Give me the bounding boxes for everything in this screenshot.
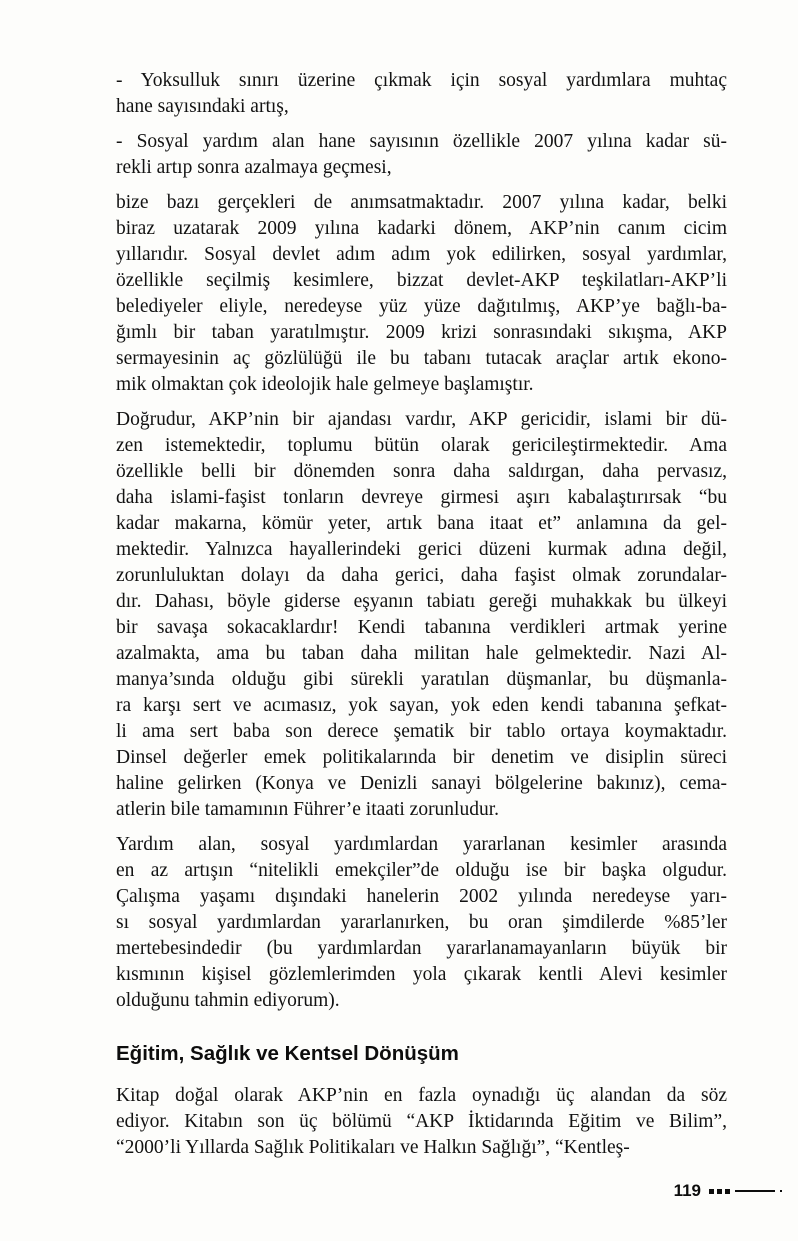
text-line: mektedir. Yalnızca hayallerindeki gerici düzeni kurmak adına değil, (116, 539, 727, 560)
text-line: atlerin bile tamamının Führer’e itaati zorunludur. (116, 799, 500, 820)
text-line: zen istemektedir, toplumu bütün olarak gericileştirmektedir. Ama (116, 435, 727, 456)
text-line: hane sayısındaki artış, (116, 96, 289, 117)
text-line: kısmının kişisel gözlemlerimden yola çıkarak kentli Alevi kesimler (116, 964, 727, 985)
text-line: manya’sında olduğu gibi sürekli yaratılan düşmanlar, bu düşmanla- (116, 669, 727, 690)
text-line: - Yoksulluk sınırı üzerine çıkmak için sosyal yardımlara muhtaç (116, 70, 727, 91)
text-line: zorunluluktan dolayı da daha gerici, daha faşist olmak zorundalar- (116, 565, 727, 586)
page-ornament-dot (780, 1190, 782, 1192)
text-line: sermayesinin aç gözlülüğü ile bu tabanı tutacak araçlar artık ekono- (116, 348, 727, 369)
text-line: Çalışma yaşamı dışındaki hanelerin 2002 yılında neredeyse yarı- (116, 886, 727, 907)
paragraph (116, 407, 727, 823)
text-line: en az artışın “nitelikli emekçiler”de olduğu ise bir başka olgudur. (116, 860, 727, 881)
text-line: - Sosyal yardım alan hane sayısının özellikle 2007 yılına kadar sü- (116, 131, 727, 152)
text-block (116, 68, 727, 1170)
text-line: mertebesindedir (bu yardımlardan yararlanamayanların büyük bir (116, 938, 727, 959)
section-heading: Eğitim, Sağlık ve Kentsel Dönüşüm (116, 1042, 459, 1065)
text-line: yıllarıdır. Sosyal devlet adım adım yok edilirken, sosyal yardımlar, (116, 244, 727, 265)
text-line: özellikle belli bir dönemden sonra daha saldırgan, daha pervasız, (116, 461, 727, 482)
text-line: sı sosyal yardımlardan yararlanırken, bu oran şimdilerde %85’ler (116, 912, 727, 933)
text-line: haline gelirken (Konya ve Denizli sanayi bölgelerine bakınız), cema- (116, 773, 727, 794)
text-line: “2000’li Yıllarda Sağlık Politikaları ve Halkın Sağlığı”, “Kentleş- (116, 1137, 630, 1158)
text-line: daha islami-faşist tonların devreye girmesi aşırı kabalaştırırsak “bu (116, 487, 727, 508)
paragraph (116, 190, 727, 398)
text-line: özellikle seçilmiş kesimlere, bizzat devlet-AKP teşkilatları-AKP’li (116, 270, 727, 291)
text-line: li ama sert baba son derece şematik bir tablo ortaya koymaktadır. (116, 721, 727, 742)
page-footer (674, 1181, 782, 1201)
text-line: Doğrudur, AKP’nin bir ajandası vardır, AKP gericidir, islami bir dü- (116, 409, 727, 430)
text-line: Dinsel değerler emek politikalarında bir denetim ve disiplin süreci (116, 747, 727, 768)
text-line: azalmakta, ama bu taban daha militan hale gelmektedir. Nazi Al- (116, 643, 727, 664)
text-line: ra karşı sert ve acımasız, yok sayan, yok eden kendi tabanına şefkat- (116, 695, 727, 716)
text-line: rekli artıp sonra azalmaya geçmesi, (116, 157, 392, 178)
text-line: olduğunu tahmin ediyorum). (116, 990, 340, 1011)
text-line: bize bazı gerçekleri de anımsatmaktadır. 2007 yılına kadar, belki (116, 192, 727, 213)
text-line: mik olmaktan çok ideolojik hale gelmeye başlamıştır. (116, 374, 534, 395)
page-number: 119 (673, 1181, 701, 1200)
paragraph (116, 68, 727, 120)
text-line: belediyeler eliyle, neredeyse yüz yüze dağıtılmış, AKP’ye bağlı-ba- (116, 296, 727, 317)
text-line: kadar makarna, kömür yeter, artık bana itaat et” anlamına da gel- (116, 513, 727, 534)
text-line: biraz uzatarak 2009 yılına kadarki dönem, AKP’nin canım cicim (116, 218, 727, 239)
text-line: bir savaşa sokacaklardır! Kendi tabanına verdikleri artmak yerine (116, 617, 727, 638)
text-line: Kitap doğal olarak AKP’nin en fazla oynadığı üç alandan da söz (116, 1085, 727, 1106)
paragraph (116, 832, 727, 1014)
paragraph (116, 129, 727, 181)
paragraph (116, 1083, 727, 1161)
page-ornament-squares-icon (709, 1189, 730, 1194)
text-line: ğımlı bir taban yaratılmıştır. 2009 krizi sonrasındaki sıkışma, AKP (116, 322, 727, 343)
page-ornament-rule (735, 1190, 775, 1192)
text-line: Yardım alan, sosyal yardımlardan yararlanan kesimler arasında (116, 834, 727, 855)
text-line: dır. Dahası, böyle giderse eşyanın tabiatı gereği muhakkak bu ülkeyi (116, 591, 727, 612)
text-line: ediyor. Kitabın son üç bölümü “AKP İktidarında Eğitim ve Bilim”, (116, 1111, 727, 1132)
